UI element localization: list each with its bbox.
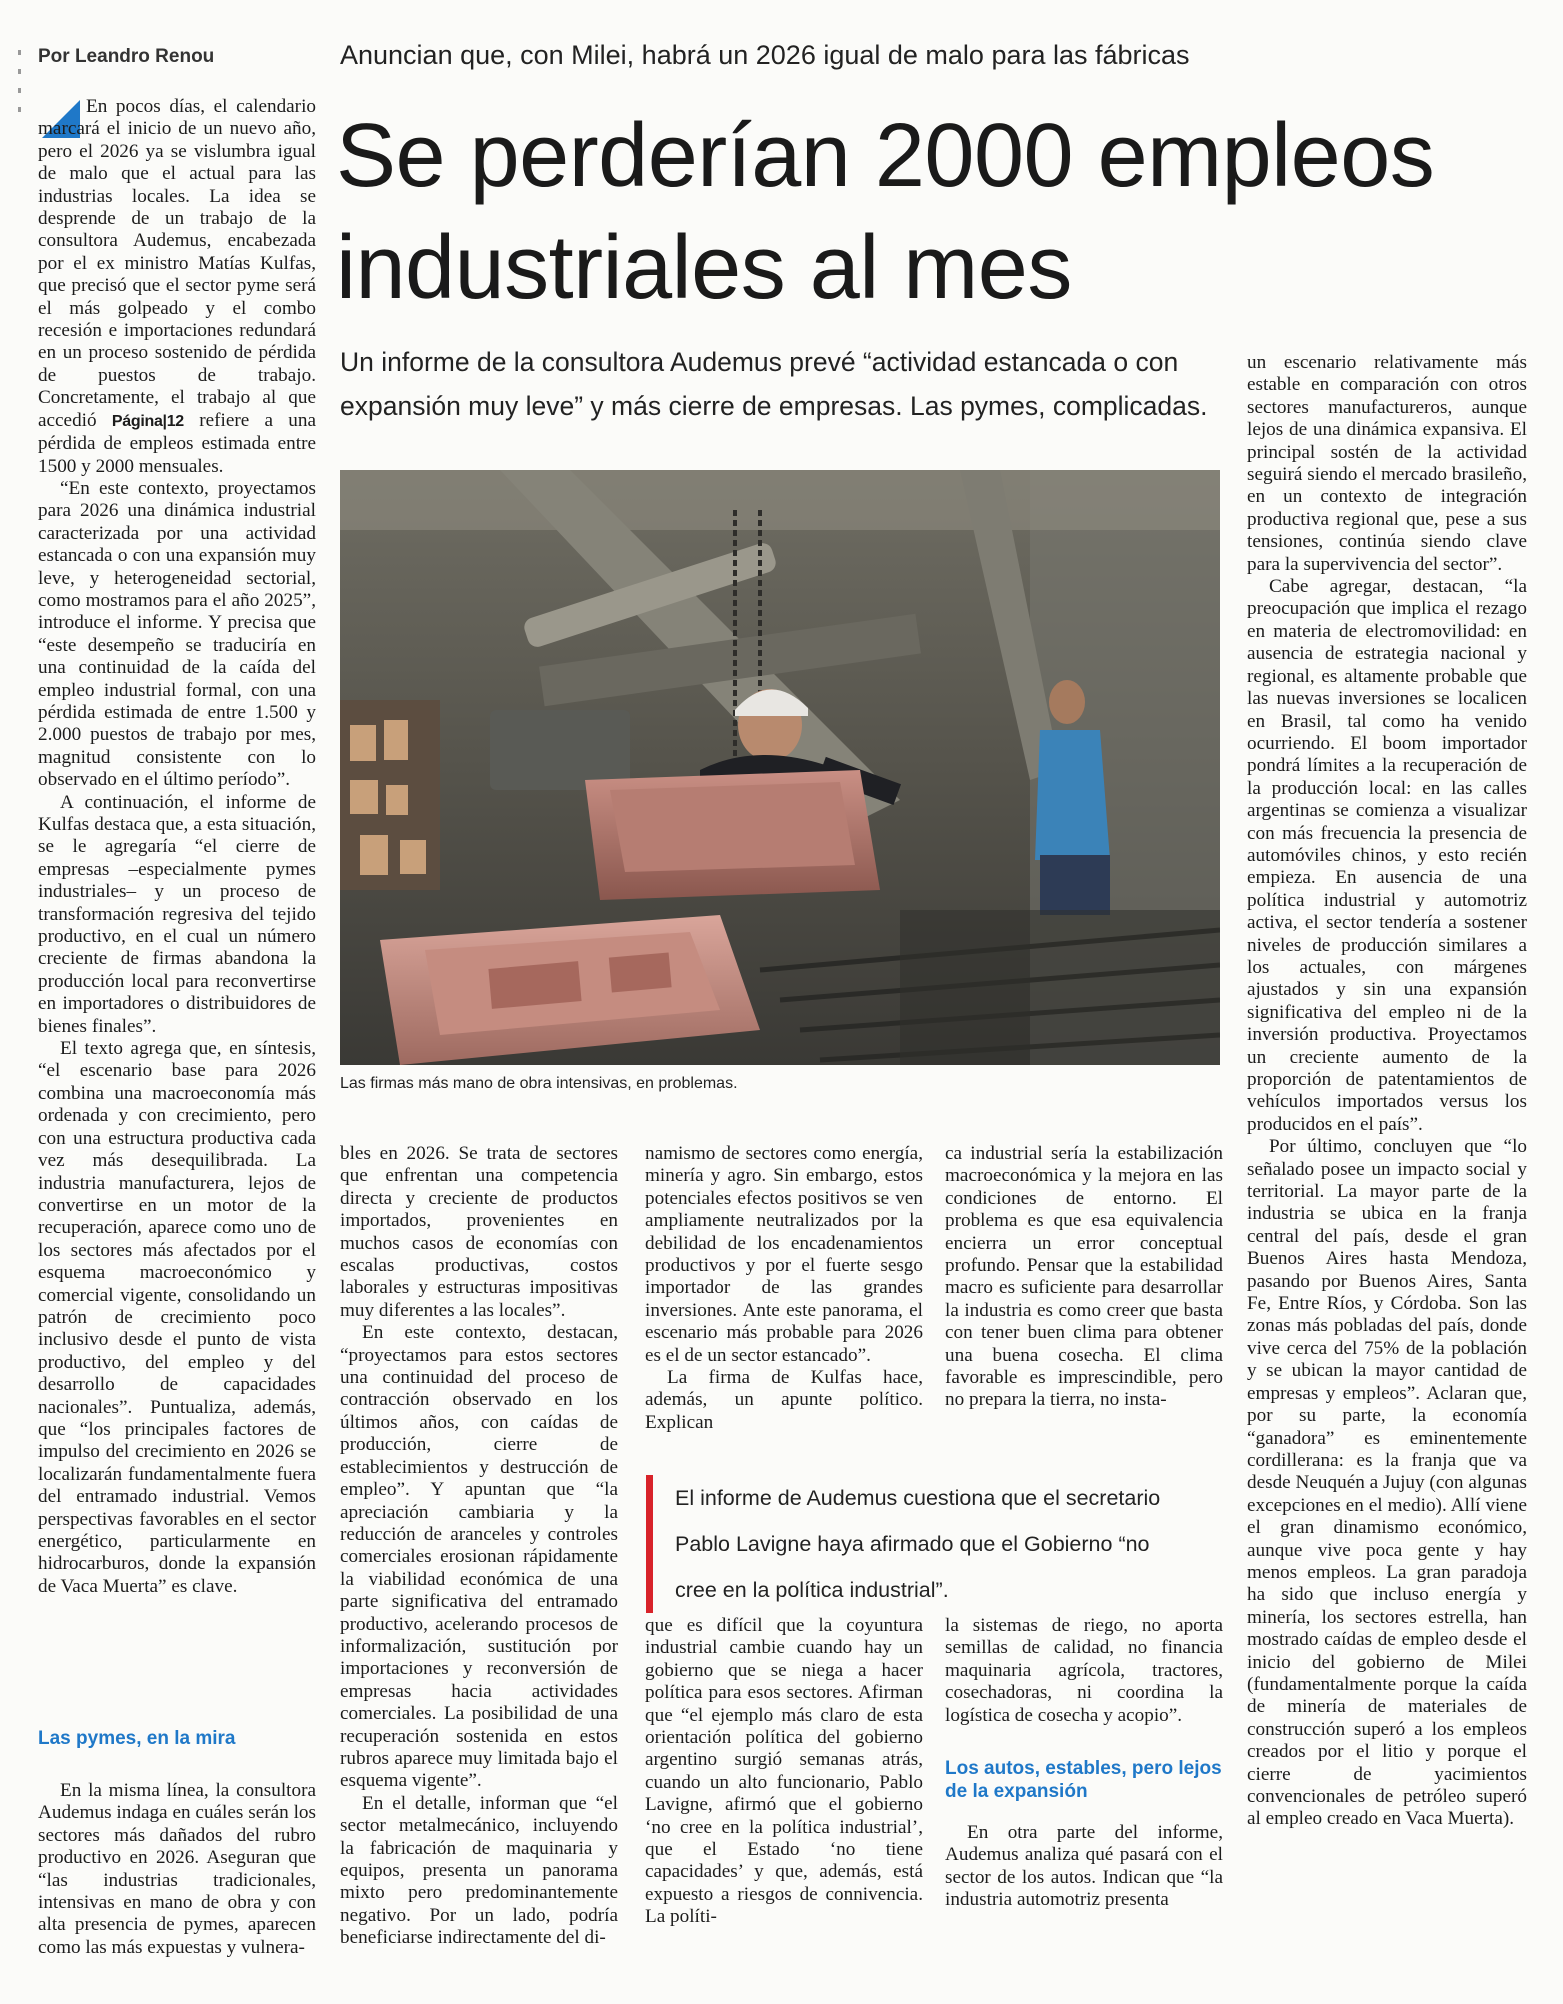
subhead-autos: Los autos, estables, pero lejos de la expansión <box>945 1758 1222 1802</box>
kicker: Anuncian que, con Milei, habrá un 2026 igual de malo para las fábricas <box>340 40 1190 70</box>
headline <box>336 100 1536 324</box>
column-1 <box>38 96 316 1598</box>
column-4-bottom <box>945 1615 1223 1727</box>
pagina12-logo: Página|12 <box>111 412 184 430</box>
column-4-top <box>945 1143 1223 1412</box>
paragraph: En otra parte del informe, Audemus analiza qué pasará con el sector de los autos. Indican que “la industria automotriz presenta <box>945 1822 1223 1911</box>
paragraph: namismo de sectores como energía, minería y agro. Sin embargo, estos potenciales efectos positivos se ven ampliamente neutralizados por la debilidad de los encadenamientos productivos y por el fuerte sesgo importador de las grandes inversiones. Ante este panorama, el escenario más probable para 2026 es el de un sector estancado”. <box>645 1143 923 1366</box>
factory-scene-image <box>340 470 1220 1065</box>
paragraph: A continuación, el informe de Kulfas destaca que, a esta situación, se le agregaría “el cierre de empresas –especialmente pymes industriales– y un proceso de transformación regresiva del tejido productivo, en el cual un número creciente de firmas abandona la producción local para reconvertirse en importadores o distribuidores de bienes finales”. <box>38 791 316 1037</box>
paragraph: bles en 2026. Se trata de sectores que enfrentan una competencia directa y creciente de productos importados, provenientes en muchos casos de economías con escalas productivas, costos laborales y estructuras impositivas muy diferentes a las locales”. <box>340 1143 618 1321</box>
paragraph: Cabe agregar, destacan, “la preocupación que implica el rezago en materia de electromovilidad: en ausencia de estrategia nacional y regional, es altamente probable que las nuevas inversiones se localicen en Brasil, tal como ha venido ocurriendo. El boom importador pondrá límites a la recuperación de la producción local: en las calles argentinas se comienza a visualizar con más frecuencia la presencia de automóviles chinos, y esto recién empieza. En ausencia de una política industrial y automotriz activa, el sector tendería a sostener niveles de producción similares a los actuales, con márgenes ajustados y sin una expansión significativa del empleo ni de la inversión productiva. Proyectamos un creciente aumento de la proporción de patentamientos de vehículos importados versus los producidos en el país”. <box>1247 576 1527 1135</box>
column-2 <box>340 1143 618 1950</box>
paragraph: En el detalle, informan que “el sector metalmecánico, incluyendo la fabricación de maquinaria y equipos, presenta un panorama mixto pero predominantemente negativo. Por un lado, podría beneficiarse indirectamente del di- <box>340 1792 618 1949</box>
column-3-bottom <box>645 1615 923 1929</box>
paragraph: “En este contexto, proyectamos para 2026 una dinámica industrial caracterizada por una actividad estancada o con una expansión muy leve, y heterogeneidad sectorial, como mostramos para el año 2025”, introduce el informe. Y precisa que “este desempeño se traduciría en una continuidad de la caída del empleo industrial formal, con una pérdida estimada de entre 1.500 y 2.000 puestos de trabajo por mes, magnitud consistente con lo observado en el último período”. <box>38 477 316 791</box>
pull-quote: El informe de Audemus cuestiona que el secretario Pablo Lavigne haya afirmado que el Gobierno “no cree en la política industrial”. <box>646 1475 1195 1613</box>
headline-line-2: industriales al mes <box>336 218 1072 318</box>
lead-paragraph <box>38 96 316 478</box>
byline: Por Leandro Renou <box>38 46 215 67</box>
lead-text: En pocos días, el calendario marcará el inicio de un nuevo año, pero el 2026 ya se vislumbra igual de malo que el actual para las industrias locales. La idea se desprende de un trabajo de la consultora Audemus, encabezada por el ex ministro Matías Kulfas, que precisó que el sector pyme será el más golpeado y el combo recesión e importaciones redundará en un proceso sostenido de pérdida de puestos de trabajo. Concretamente, el trabajo al que accedió <box>38 96 316 431</box>
column-4-final <box>945 1822 1223 1912</box>
paragraph: ca industrial sería la estabilización macroeconómica y la mejora en las condiciones de entorno. El problema es que esa equivalencia encierra un error conceptual profundo. Pensar que la estabilidad macro es suficiente para desarrollar la industria es como creer que basta con tener buen clima para obtener una buena cosecha. El clima favorable es imprescindible, pero no prepara la tierra, no insta- <box>945 1143 1223 1411</box>
paragraph: un escenario relativamente más estable en comparación con otros sectores manufactureros, aunque lejos de una dinámica expansiva. El principal sostén de la actividad seguirá siendo el mercado brasileño, en un contexto de integración productiva regional que, pese a sus tensiones, continúa siendo clave para la supervivencia del sector”. <box>1247 352 1527 575</box>
page-margin-marks <box>18 50 21 140</box>
paragraph: Por último, concluyen que “lo señalado posee un impacto social y territorial. La mayor parte de la industria se ubica en la franja central del país, desde el gran Buenos Aires hasta Mendoza, pasando por Buenos Aires, Santa Fe, Entre Ríos, y Córdoba. Son las zonas más pobladas del país, donde vive cerca del 75% de la población y se ubican la mayor cantidad de empresas y empleos”. Aclaran que, por su parte, la economía “ganadora” es eminentemente cordillerana: es la franja que va desde Neuquén a Jujuy (con algunas excepciones en el medio). Allí viene el gran dinamismo económico, aunque vive poca gente y hay menos empleos. La gran paradoja ha sido que incluso energía y minería, los sectores estrella, han mostrado caídas de empleo desde el inicio del gobierno de Milei (fundamentalmente porque la caída de minería de materiales de construcción superó a los empleos creados por el litio y porque el cierre de yacimientos convencionales de petróleo superó al empleo creado en Vaca Muerta). <box>1247 1136 1527 1830</box>
photo-caption: Las firmas más mano de obra intensivas, en problemas. <box>340 1075 738 1092</box>
headline-line-1: Se perderían 2000 empleos <box>336 106 1435 206</box>
column-1-bottom <box>38 1780 316 1959</box>
paragraph: El texto agrega que, en síntesis, “el escenario base para 2026 combina una macroeconomía más ordenada y con crecimiento, pero con una estructura productiva cada vez más desequilibrada. La industria manufacturera, lejos de convertirse en un motor de la recuperación, aparece como uno de los sectores más afectados por el esquema macroeconómico y comercial vigente, consolidando un patrón de crecimiento poco inclusivo desde el punto de vista productivo, del empleo y del desarrollo de capacidades nacionales”. Puntualiza, además, que “los principales factores de impulso del crecimiento en 2026 se localizarán fundamentalmente fuera del entramado industrial. Vemos perspectivas favorables en el sector energético, particularmente en hidrocarburos, donde la expansión de Vaca Muerta” es clave. <box>38 1038 316 1597</box>
paragraph: En este contexto, destacan, “proyectamos para estos sectores una continuidad del proceso de contracción observado en los últimos años, con caídas de producción, cierre de establecimientos y destrucción de empleo”. Y apuntan que “la apreciación cambiaria y la reducción de aranceles y controles comerciales erosionan rápidamente la viabilidad económica de una parte significativa del entramado productivo, acelerando procesos de informalización, sustitución por importaciones y reconversión de empresas hacia actividades comerciales. La posibilidad de una recuperación sostenida en estos rubros aparece muy limitada bajo el esquema vigente”. <box>340 1322 618 1792</box>
column-3-top <box>645 1143 923 1434</box>
factory-photo <box>340 470 1220 1065</box>
paragraph: la sistemas de riego, no aporta semillas de calidad, no financia maquinaria agrícola, tractores, cosechadoras, ni coordina la logística de cosecha y acopio”. <box>945 1615 1223 1726</box>
paragraph: La firma de Kulfas hace, además, un apunte político. Explican <box>645 1367 923 1433</box>
subhead-pymes: Las pymes, en la mira <box>38 1728 236 1749</box>
lead-text-continued: refiere a una pérdida de empleos estimada entre 1500 y 2000 mensuales. <box>38 409 317 477</box>
deck: Un informe de la consultora Audemus prevé “actividad estancada o con expansión muy leve” y más cierre de empresas. Las pymes, complicadas. <box>340 347 1208 421</box>
column-5 <box>1247 352 1527 1831</box>
paragraph: En la misma línea, la consultora Audemus indaga en cuáles serán los sectores más dañados del rubro productivo en 2026. Aseguran que “las industrias tradicionales, intensivas en mano de obra y con alta presencia de pymes, aparecen como las más expuestas y vulnera- <box>38 1780 316 1958</box>
paragraph: que es difícil que la coyuntura industrial cambie cuando hay un gobierno que se niega a hacer política para esos sectores. Afirman que “el ejemplo más claro de esta orientación política del gobierno argentino surgió semanas atrás, cuando un alto funcionario, Pablo Lavigne, afirmó que el gobierno ‘no cree en la política industrial’, que el Estado ‘no tiene capacidades’ y que, además, está expuesto a riesgos de connivencia. La políti- <box>645 1615 923 1928</box>
